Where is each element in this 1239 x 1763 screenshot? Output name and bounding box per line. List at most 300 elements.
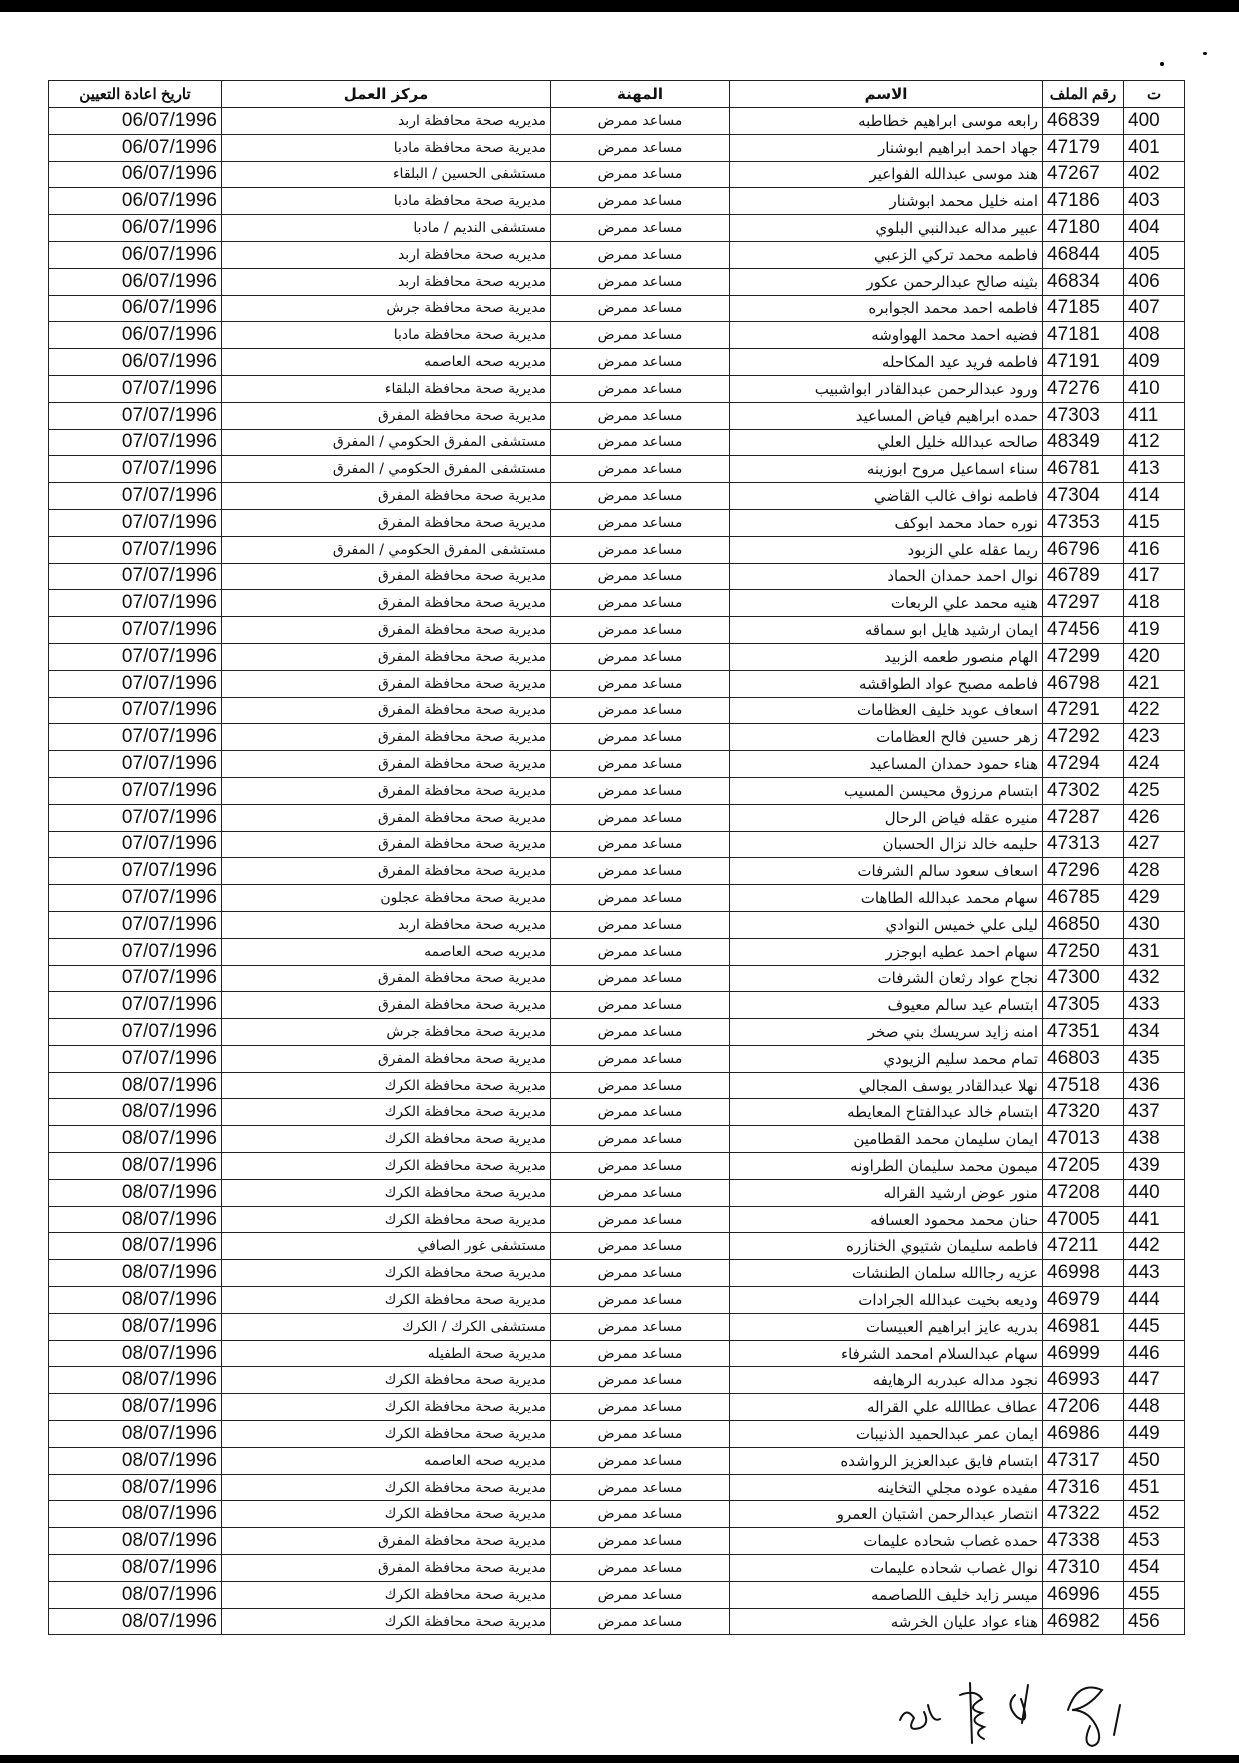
name-cell: بدريه عايز ابراهيم العبيسات (730, 1313, 1043, 1340)
workplace-cell: مديريه صحه العاصمه (222, 938, 551, 965)
name-cell: هناء عواد عليان الخرشه (730, 1608, 1043, 1635)
file-number-cell: 46996 (1043, 1581, 1124, 1608)
serial-number-cell: 453 (1124, 1528, 1185, 1555)
file-number-cell: 47291 (1043, 697, 1124, 724)
profession-cell: مساعد ممرض (551, 536, 730, 563)
table-row (49, 1072, 1185, 1099)
file-number-cell: 46979 (1043, 1287, 1124, 1314)
reappointment-date-cell: 08/07/1996 (49, 1206, 222, 1233)
name-cell: منيره عقله فياض الرحال (730, 804, 1043, 831)
profession-cell: مساعد ممرض (551, 617, 730, 644)
file-number-cell: 46798 (1043, 670, 1124, 697)
workplace-cell: مديريه صحة محافظة اربد (222, 241, 551, 268)
table-row (49, 1608, 1185, 1635)
workplace-cell: مديرية صحة محافظة المفرق (222, 509, 551, 536)
workplace-cell: مديرية صحة محافظة الكرك (222, 1072, 551, 1099)
file-number-cell: 47313 (1043, 831, 1124, 858)
name-cell: وديعه بخيت عبدالله الجرادات (730, 1287, 1043, 1314)
file-number-cell: 47300 (1043, 965, 1124, 992)
name-cell: ليلى علي خميس النوادي (730, 911, 1043, 938)
table-row (49, 1045, 1185, 1072)
scan-top-border (0, 0, 1239, 12)
profession-cell: مساعد ممرض (551, 1555, 730, 1582)
profession-cell: مساعد ممرض (551, 1313, 730, 1340)
workplace-cell: مديرية صحة محافظة الكرك (222, 1206, 551, 1233)
file-number-cell: 47205 (1043, 1153, 1124, 1180)
file-number-cell: 46839 (1043, 108, 1124, 135)
profession-cell: مساعد ممرض (551, 1581, 730, 1608)
workplace-cell: مديرية صحة محافظة الكرك (222, 1153, 551, 1180)
profession-cell: مساعد ممرض (551, 831, 730, 858)
serial-number-cell: 437 (1124, 1099, 1185, 1126)
name-cell: سهام احمد عطيه ابوجزر (730, 938, 1043, 965)
serial-number-cell: 418 (1124, 590, 1185, 617)
file-number-cell: 47292 (1043, 724, 1124, 751)
name-cell: اسعاف سعود سالم الشرفات (730, 858, 1043, 885)
serial-number-cell: 427 (1124, 831, 1185, 858)
reappointment-date-cell: 07/07/1996 (49, 965, 222, 992)
workplace-cell: مستشفى المفرق الحكومي / المفرق (222, 429, 551, 456)
reappointment-date-cell: 08/07/1996 (49, 1313, 222, 1340)
scan-speck (1160, 62, 1164, 66)
table-row (49, 1287, 1185, 1314)
profession-cell: مساعد ممرض (551, 911, 730, 938)
name-cell: ميمون محمد سليمان الطراونه (730, 1153, 1043, 1180)
file-number-cell: 46844 (1043, 241, 1124, 268)
workplace-cell: مديريه صحه العاصمه (222, 1447, 551, 1474)
profession-cell: مساعد ممرض (551, 1447, 730, 1474)
workplace-cell: مديرية صحة محافظة الكرك (222, 1394, 551, 1421)
file-number-cell: 47317 (1043, 1447, 1124, 1474)
table-row (49, 777, 1185, 804)
table-row (49, 911, 1185, 938)
table-row (49, 804, 1185, 831)
handwritten-signature (890, 1665, 1150, 1750)
serial-number-cell: 438 (1124, 1126, 1185, 1153)
reappointment-date-cell: 07/07/1996 (49, 724, 222, 751)
name-cell: هنيه محمد علي الربعات (730, 590, 1043, 617)
file-number-cell: 47299 (1043, 643, 1124, 670)
workplace-cell: مديرية صحة الطفيله (222, 1340, 551, 1367)
profession-cell: مساعد ممرض (551, 1287, 730, 1314)
file-number-cell: 47302 (1043, 777, 1124, 804)
name-cell: فاطمه فريد عيد المكاحله (730, 349, 1043, 376)
profession-cell: مساعد ممرض (551, 1153, 730, 1180)
profession-cell: مساعد ممرض (551, 1340, 730, 1367)
profession-cell: مساعد ممرض (551, 509, 730, 536)
profession-cell: مساعد ممرض (551, 1367, 730, 1394)
table-row (49, 1555, 1185, 1582)
reappointment-date-cell: 07/07/1996 (49, 831, 222, 858)
reappointment-date-cell: 07/07/1996 (49, 911, 222, 938)
table-row (49, 858, 1185, 885)
file-number-cell: 47316 (1043, 1474, 1124, 1501)
profession-cell: مساعد ممرض (551, 1045, 730, 1072)
name-cell: انتصار عبدالرحمن اشتيان العمرو (730, 1501, 1043, 1528)
name-cell: سهام محمد عبدالله الطاهات (730, 885, 1043, 912)
header-file-number: رقم الملف (1043, 81, 1124, 108)
profession-cell: مساعد ممرض (551, 295, 730, 322)
serial-number-cell: 445 (1124, 1313, 1185, 1340)
file-number-cell: 47322 (1043, 1501, 1124, 1528)
serial-number-cell: 400 (1124, 108, 1185, 135)
table-row (49, 1528, 1185, 1555)
workplace-cell: مستشفى المفرق الحكومي / المفرق (222, 456, 551, 483)
profession-cell: مساعد ممرض (551, 241, 730, 268)
name-cell: سناء اسماعيل مروح ابوزينه (730, 456, 1043, 483)
workplace-cell: مديرية صحة محافظة المفرق (222, 804, 551, 831)
file-number-cell: 46834 (1043, 268, 1124, 295)
reappointment-date-cell: 07/07/1996 (49, 858, 222, 885)
workplace-cell: مديرية صحة محافظة المفرق (222, 1045, 551, 1072)
reappointment-date-cell: 08/07/1996 (49, 1099, 222, 1126)
file-number-cell: 47353 (1043, 509, 1124, 536)
reappointment-date-cell: 07/07/1996 (49, 1045, 222, 1072)
table-row (49, 1179, 1185, 1206)
table-row (49, 108, 1185, 135)
workplace-cell: مديرية صحة محافظة الكرك (222, 1287, 551, 1314)
reappointment-date-cell: 07/07/1996 (49, 885, 222, 912)
name-cell: امنه خليل محمد ابوشنار (730, 188, 1043, 215)
serial-number-cell: 416 (1124, 536, 1185, 563)
serial-number-cell: 401 (1124, 134, 1185, 161)
file-number-cell: 47456 (1043, 617, 1124, 644)
workplace-cell: مديرية صحة محافظة الكرك (222, 1099, 551, 1126)
serial-number-cell: 455 (1124, 1581, 1185, 1608)
serial-number-cell: 432 (1124, 965, 1185, 992)
workplace-cell: مديرية صحة محافظة عجلون (222, 885, 551, 912)
workplace-cell: مستشفى الكرك / الكرك (222, 1313, 551, 1340)
workplace-cell: مستشفى الحسين / البلقاء (222, 161, 551, 188)
workplace-cell: مديرية صحة محافظة المفرق (222, 1555, 551, 1582)
file-number-cell: 47179 (1043, 134, 1124, 161)
file-number-cell: 47180 (1043, 215, 1124, 242)
profession-cell: مساعد ممرض (551, 590, 730, 617)
table-row (49, 1394, 1185, 1421)
table-row (49, 268, 1185, 295)
name-cell: فاطمه سليمان شتيوي الخنازره (730, 1233, 1043, 1260)
profession-cell: مساعد ممرض (551, 1474, 730, 1501)
name-cell: حمده غصاب شحاده عليمات (730, 1528, 1043, 1555)
table-row (49, 1340, 1185, 1367)
reappointment-date-cell: 07/07/1996 (49, 938, 222, 965)
reappointment-date-cell: 08/07/1996 (49, 1340, 222, 1367)
profession-cell: مساعد ممرض (551, 992, 730, 1019)
profession-cell: مساعد ممرض (551, 1179, 730, 1206)
serial-number-cell: 420 (1124, 643, 1185, 670)
serial-number-cell: 436 (1124, 1072, 1185, 1099)
table-row (49, 751, 1185, 778)
profession-cell: مساعد ممرض (551, 938, 730, 965)
file-number-cell: 47338 (1043, 1528, 1124, 1555)
workplace-cell: مديرية صحة محافظة الكرك (222, 1421, 551, 1448)
serial-number-cell: 410 (1124, 375, 1185, 402)
serial-number-cell: 435 (1124, 1045, 1185, 1072)
reappointment-date-cell: 06/07/1996 (49, 161, 222, 188)
workplace-cell: مديرية صحة محافظة المفرق (222, 751, 551, 778)
serial-number-cell: 451 (1124, 1474, 1185, 1501)
file-number-cell: 47005 (1043, 1206, 1124, 1233)
reappointment-date-cell: 07/07/1996 (49, 751, 222, 778)
reappointment-date-cell: 06/07/1996 (49, 295, 222, 322)
serial-number-cell: 411 (1124, 402, 1185, 429)
table-row (49, 1099, 1185, 1126)
profession-cell: مساعد ممرض (551, 858, 730, 885)
profession-cell: مساعد ممرض (551, 429, 730, 456)
serial-number-cell: 404 (1124, 215, 1185, 242)
name-cell: ايمان سليمان محمد القطامين (730, 1126, 1043, 1153)
serial-number-cell: 406 (1124, 268, 1185, 295)
serial-number-cell: 439 (1124, 1153, 1185, 1180)
workplace-cell: مديرية صحة محافظة جرش (222, 295, 551, 322)
reappointment-date-cell: 07/07/1996 (49, 617, 222, 644)
workplace-cell: مديرية صحة محافظة المفرق (222, 402, 551, 429)
serial-number-cell: 409 (1124, 349, 1185, 376)
workplace-cell: مديرية صحة محافظة الكرك (222, 1474, 551, 1501)
profession-cell: مساعد ممرض (551, 134, 730, 161)
workplace-cell: مديرية صحة محافظة المفرق (222, 483, 551, 510)
name-cell: ميسر زايد خليف اللصاصمه (730, 1581, 1043, 1608)
table-row (49, 1421, 1185, 1448)
workplace-cell: مديرية صحة محافظة المفرق (222, 965, 551, 992)
serial-number-cell: 434 (1124, 1019, 1185, 1046)
serial-number-cell: 407 (1124, 295, 1185, 322)
name-cell: هند موسى عبدالله الفواعير (730, 161, 1043, 188)
file-number-cell: 47185 (1043, 295, 1124, 322)
header-reappointment-date: تاريخ اعادة التعيين (49, 81, 222, 108)
profession-cell: مساعد ممرض (551, 697, 730, 724)
workplace-cell: مديريه صحة محافظة اربد (222, 268, 551, 295)
table-row (49, 295, 1185, 322)
file-number-cell: 47013 (1043, 1126, 1124, 1153)
serial-number-cell: 442 (1124, 1233, 1185, 1260)
name-cell: ابتسام عيد سالم معيوف (730, 992, 1043, 1019)
profession-cell: مساعد ممرض (551, 1421, 730, 1448)
header-name: الاسم (730, 81, 1043, 108)
profession-cell: مساعد ممرض (551, 643, 730, 670)
profession-cell: مساعد ممرض (551, 804, 730, 831)
reappointment-date-cell: 07/07/1996 (49, 375, 222, 402)
table-row (49, 1313, 1185, 1340)
workplace-cell: مديرية صحة محافظة المفرق (222, 858, 551, 885)
file-number-cell: 47267 (1043, 161, 1124, 188)
name-cell: نجاح عواد رثعان الشرفات (730, 965, 1043, 992)
table-body (49, 108, 1185, 1635)
file-number-cell: 47208 (1043, 1179, 1124, 1206)
serial-number-cell: 408 (1124, 322, 1185, 349)
profession-cell: مساعد ممرض (551, 161, 730, 188)
reappointment-date-cell: 08/07/1996 (49, 1555, 222, 1582)
workplace-cell: مديرية صحة محافظة المفرق (222, 1528, 551, 1555)
table-row (49, 509, 1185, 536)
profession-cell: مساعد ممرض (551, 777, 730, 804)
reappointment-date-cell: 06/07/1996 (49, 188, 222, 215)
workplace-cell: مديرية صحة محافظة المفرق (222, 777, 551, 804)
workplace-cell: مديريه صحه العاصمه (222, 349, 551, 376)
workplace-cell: مديريه صحة محافظة اربد (222, 108, 551, 135)
profession-cell: مساعد ممرض (551, 483, 730, 510)
reappointment-date-cell: 07/07/1996 (49, 1019, 222, 1046)
serial-number-cell: 405 (1124, 241, 1185, 268)
serial-number-cell: 443 (1124, 1260, 1185, 1287)
serial-number-cell: 422 (1124, 697, 1185, 724)
reappointment-date-cell: 08/07/1996 (49, 1501, 222, 1528)
workplace-cell: مستشفى غور الصافي (222, 1233, 551, 1260)
serial-number-cell: 413 (1124, 456, 1185, 483)
reappointment-date-cell: 06/07/1996 (49, 268, 222, 295)
reappointment-date-cell: 08/07/1996 (49, 1126, 222, 1153)
name-cell: نهلا عبدالقادر يوسف المجالي (730, 1072, 1043, 1099)
reappointment-date-cell: 07/07/1996 (49, 456, 222, 483)
name-cell: عبير مداله عبدالنبي البلوي (730, 215, 1043, 242)
table-row (49, 938, 1185, 965)
workplace-cell: مديرية صحة محافظة المفرق (222, 643, 551, 670)
reappointment-date-cell: 08/07/1996 (49, 1447, 222, 1474)
profession-cell: مساعد ممرض (551, 1528, 730, 1555)
file-number-cell: 47294 (1043, 751, 1124, 778)
header-workplace: مركز العمل (222, 81, 551, 108)
file-number-cell: 47304 (1043, 483, 1124, 510)
reappointment-date-cell: 08/07/1996 (49, 1233, 222, 1260)
name-cell: سهام عبدالسلام امحمد الشرفاء (730, 1340, 1043, 1367)
table-row (49, 1447, 1185, 1474)
workplace-cell: مديرية صحة محافظة الكرك (222, 1501, 551, 1528)
profession-cell: مساعد ممرض (551, 188, 730, 215)
name-cell: هناء حمود حمدان المساعيد (730, 751, 1043, 778)
serial-number-cell: 446 (1124, 1340, 1185, 1367)
table-row (49, 402, 1185, 429)
table-row (49, 885, 1185, 912)
table-row (49, 429, 1185, 456)
name-cell: فاطمه مصبح عواد الطواقشه (730, 670, 1043, 697)
reappointment-date-cell: 06/07/1996 (49, 215, 222, 242)
serial-number-cell: 444 (1124, 1287, 1185, 1314)
header-serial-number: ت (1124, 81, 1185, 108)
serial-number-cell: 421 (1124, 670, 1185, 697)
table-row (49, 831, 1185, 858)
table-row (49, 456, 1185, 483)
profession-cell: مساعد ممرض (551, 456, 730, 483)
name-cell: بثينه صالح عبدالرحمن عكور (730, 268, 1043, 295)
serial-number-cell: 448 (1124, 1394, 1185, 1421)
file-number-cell: 46850 (1043, 911, 1124, 938)
table-row (49, 563, 1185, 590)
serial-number-cell: 419 (1124, 617, 1185, 644)
header-profession: المهنة (551, 81, 730, 108)
name-cell: ورود عبدالرحمن عبدالقادر ابواشبيب (730, 375, 1043, 402)
serial-number-cell: 440 (1124, 1179, 1185, 1206)
table-row (49, 134, 1185, 161)
table-row (49, 724, 1185, 751)
name-cell: فاطمه نواف غالب القاضي (730, 483, 1043, 510)
workplace-cell: مديرية صحة محافظة المفرق (222, 697, 551, 724)
file-number-cell: 46999 (1043, 1340, 1124, 1367)
profession-cell: مساعد ممرض (551, 1233, 730, 1260)
name-cell: حنان محمد محمود العسافه (730, 1206, 1043, 1233)
workplace-cell: مديرية صحة محافظة الكرك (222, 1179, 551, 1206)
file-number-cell: 47320 (1043, 1099, 1124, 1126)
workplace-cell: مديرية صحة محافظة مادبا (222, 134, 551, 161)
file-number-cell: 47181 (1043, 322, 1124, 349)
table-row (49, 992, 1185, 1019)
serial-number-cell: 431 (1124, 938, 1185, 965)
serial-number-cell: 426 (1124, 804, 1185, 831)
name-cell: فضيه احمد محمد الهواوشه (730, 322, 1043, 349)
file-number-cell: 46789 (1043, 563, 1124, 590)
file-number-cell: 46986 (1043, 1421, 1124, 1448)
file-number-cell: 46803 (1043, 1045, 1124, 1072)
reappointment-date-cell: 08/07/1996 (49, 1581, 222, 1608)
workplace-cell: مديرية صحة محافظة الكرك (222, 1581, 551, 1608)
name-cell: ايمان ارشيد هايل ابو سماقه (730, 617, 1043, 644)
serial-number-cell: 423 (1124, 724, 1185, 751)
profession-cell: مساعد ممرض (551, 1072, 730, 1099)
serial-number-cell: 429 (1124, 885, 1185, 912)
reappointment-date-cell: 07/07/1996 (49, 590, 222, 617)
profession-cell: مساعد ممرض (551, 1099, 730, 1126)
serial-number-cell: 428 (1124, 858, 1185, 885)
file-number-cell: 46998 (1043, 1260, 1124, 1287)
reappointment-date-cell: 06/07/1996 (49, 108, 222, 135)
name-cell: زهر حسين فالح العظامات (730, 724, 1043, 751)
serial-number-cell: 424 (1124, 751, 1185, 778)
file-number-cell: 47186 (1043, 188, 1124, 215)
file-number-cell: 47211 (1043, 1233, 1124, 1260)
table-row (49, 161, 1185, 188)
table-row (49, 188, 1185, 215)
name-cell: نجود مداله عبدربه الرهايفه (730, 1367, 1043, 1394)
file-number-cell: 47310 (1043, 1555, 1124, 1582)
reappointment-date-cell: 06/07/1996 (49, 349, 222, 376)
name-cell: امنه زايد سريسك بني صخر (730, 1019, 1043, 1046)
profession-cell: مساعد ممرض (551, 1126, 730, 1153)
reappointment-date-cell: 07/07/1996 (49, 992, 222, 1019)
table-row (49, 215, 1185, 242)
name-cell: حمده ابراهيم فياض المساعيد (730, 402, 1043, 429)
workplace-cell: مديرية صحة محافظة الكرك (222, 1608, 551, 1635)
profession-cell: مساعد ممرض (551, 885, 730, 912)
profession-cell: مساعد ممرض (551, 1260, 730, 1287)
reappointment-date-cell: 07/07/1996 (49, 643, 222, 670)
workplace-cell: مديرية صحة محافظة المفرق (222, 670, 551, 697)
file-number-cell: 47296 (1043, 858, 1124, 885)
file-number-cell: 48349 (1043, 429, 1124, 456)
table-row (49, 1367, 1185, 1394)
serial-number-cell: 414 (1124, 483, 1185, 510)
reappointment-table (48, 80, 1185, 1635)
file-number-cell: 46982 (1043, 1608, 1124, 1635)
serial-number-cell: 415 (1124, 509, 1185, 536)
serial-number-cell: 425 (1124, 777, 1185, 804)
reappointment-date-cell: 08/07/1996 (49, 1260, 222, 1287)
table-row (49, 1153, 1185, 1180)
file-number-cell: 47276 (1043, 375, 1124, 402)
workplace-cell: مديرية صحة محافظة الكرك (222, 1126, 551, 1153)
table-row (49, 617, 1185, 644)
workplace-cell: مديرية صحة محافظة المفرق (222, 563, 551, 590)
reappointment-date-cell: 06/07/1996 (49, 241, 222, 268)
table-row (49, 643, 1185, 670)
workplace-cell: مديرية صحة محافظة الكرك (222, 1367, 551, 1394)
table-row (49, 375, 1185, 402)
profession-cell: مساعد ممرض (551, 670, 730, 697)
reappointment-date-cell: 08/07/1996 (49, 1367, 222, 1394)
workplace-cell: مستشفى المفرق الحكومي / المفرق (222, 536, 551, 563)
serial-number-cell: 402 (1124, 161, 1185, 188)
profession-cell: مساعد ممرض (551, 1019, 730, 1046)
workplace-cell: مديرية صحة محافظة المفرق (222, 831, 551, 858)
file-number-cell: 47303 (1043, 402, 1124, 429)
